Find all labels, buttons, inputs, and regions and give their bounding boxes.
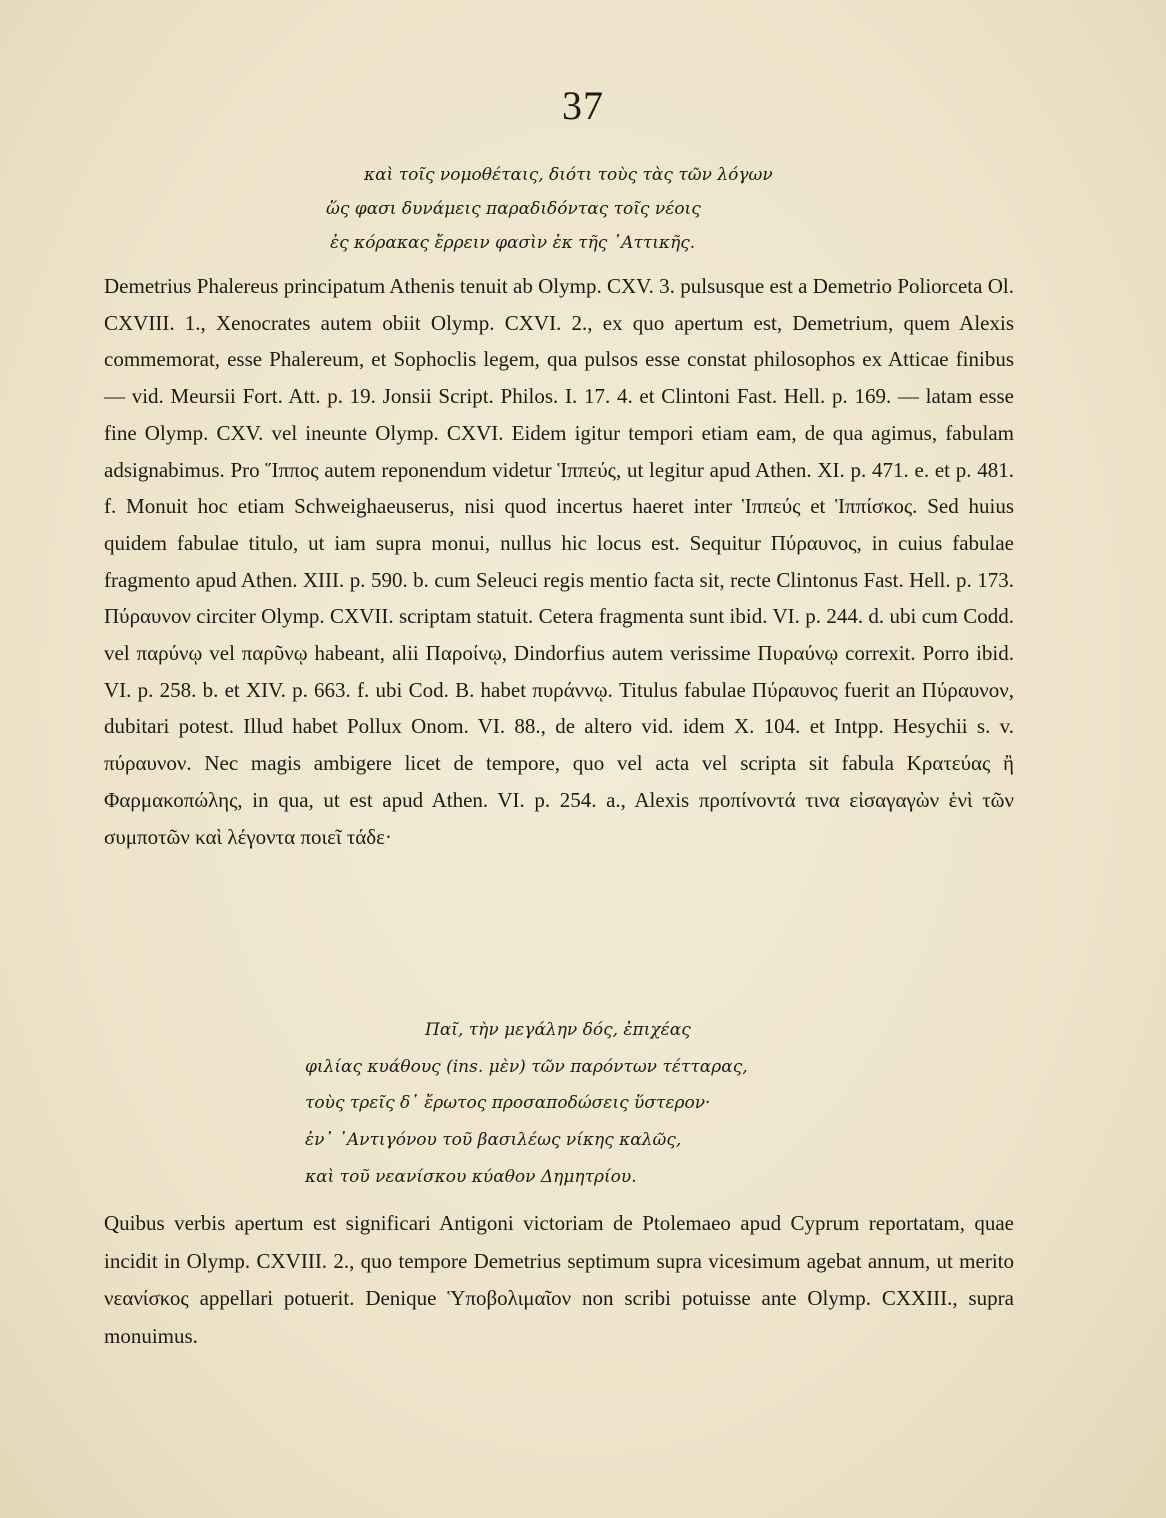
greek-quote-1	[326, 158, 846, 260]
body-paragraph-2: Quibus verbis apertum est significari Antigoni victoriam de Ptolemaeo apud Cyprum reportatam, quae incidit in Olymp. CXVIII. 2., quo tempore Demetrius septimum supra vicesimum agebat annum, ut merito νεανίσκος appellari potuerit. Denique Ὑποβολιμαῖον non scribi potuisse ante Olymp. CXXIII., supra monuimus.	[104, 1211, 1014, 1348]
greek-quote-2	[305, 1012, 825, 1195]
quote-line: φιλίας κυάθους (ins. μὲν) τῶν παρόντων τέτταρας,	[305, 1056, 748, 1077]
quote-line: ἐν᾿ ᾿Αντιγόνου τοῦ βασιλέως νίκης καλῶς,	[305, 1130, 682, 1151]
body-paragraph-1: Demetrius Phalereus principatum Athenis tenuit ab Olymp. CXV. 3. pulsusque est a Demetrio Poliorceta Ol. CXVIII. 1., Xenocrates autem obiit Olymp. CXVI. 2., ex quo apertum est, Demetrium, quem Alexis commemorat, esse Phalereum, et Sophoclis legem, qua pulsos esse constat philosophos ex Atticae finibus — vid. Meursii Fort. Att. p. 19. Jonsii Script. Philos. I. 17. 4. et Clintoni Fast. Hell. p. 169. — latam esse fine Olymp. CXV. vel ineunte Olymp. CXVI. Eidem igitur tempori etiam eam, de qua agimus, fabulam adsignabimus. Pro Ἵππος autem reponendum videtur Ἱππεύς, ut legitur apud Athen. XI. p. 471. e. et p. 481. f. Monuit hoc etiam Schweighaeuserus, nisi quod incertus haeret inter Ἱππεύς et Ἱππίσκος. Sed huius quidem fabulae titulo, ut iam supra monui, nullus hic locus est. Sequitur Πύραυνος, in cuius fabulae fragmento apud Athen. XIII. p. 590. b. cum Seleuci regis mentio facta sit, recte Clintonus Fast. Hell. p. 173. Πύραυνον circiter Olymp. CXVII. scriptam statuit. Cetera fragmenta sunt ibid. VI. p. 244. d. ubi cum Codd. vel παρύνῳ vel παρῦνῳ habeant, alii Παροίνῳ, Dindorfius autem verissime Πυραύνῳ correxit. Porro ibid. VI. p. 258. b. et XIV. p. 663. f. ubi Cod. B. habet πυράννῳ. Titulus fabulae Πύραυνος fuerit an Πύραυνον, dubitari potest. Illud habet Pollux Onom. VI. 88., de altero vid. idem X. 104. et Intpp. Hesychii s. v. πύραυνον. Nec magis ambigere licet de tempore, quo vel acta vel scripta sit fabula Κρατεύας ἢ Φαρμακοπώλης, in qua, ut est apud Athen. VI. p. 254. a., Alexis προπίνοντά τινα εἰσαγαγὼν ἑνὶ τῶν συμποτῶν καὶ λέγοντα ποιεῖ τάδε·	[104, 274, 1014, 849]
quote-line: ὥς φασι δυνάμεις παραδιδόντας τοῖς νέοις	[326, 199, 701, 219]
quote-line: καὶ τοῖς νομοθέταις, διότι τοὺς τὰς τῶν λόγων	[364, 165, 773, 185]
quote-line: ἐς κόρακας ἔρρειν φασὶν ἐκ τῆς ᾿Αττικῆς.	[330, 233, 696, 253]
quote-line: καὶ τοῦ νεανίσκου κύαθον Δημητρίου.	[305, 1166, 637, 1187]
quote-line: Παῖ, τὴν μεγάλην δός, ἐπιχέας	[425, 1020, 691, 1040]
page-number: 37	[562, 83, 604, 128]
quote-line: τοὺς τρεῖς δ᾿ ἔρωτος προσαποδώσεις ὕστερον·	[305, 1093, 711, 1114]
